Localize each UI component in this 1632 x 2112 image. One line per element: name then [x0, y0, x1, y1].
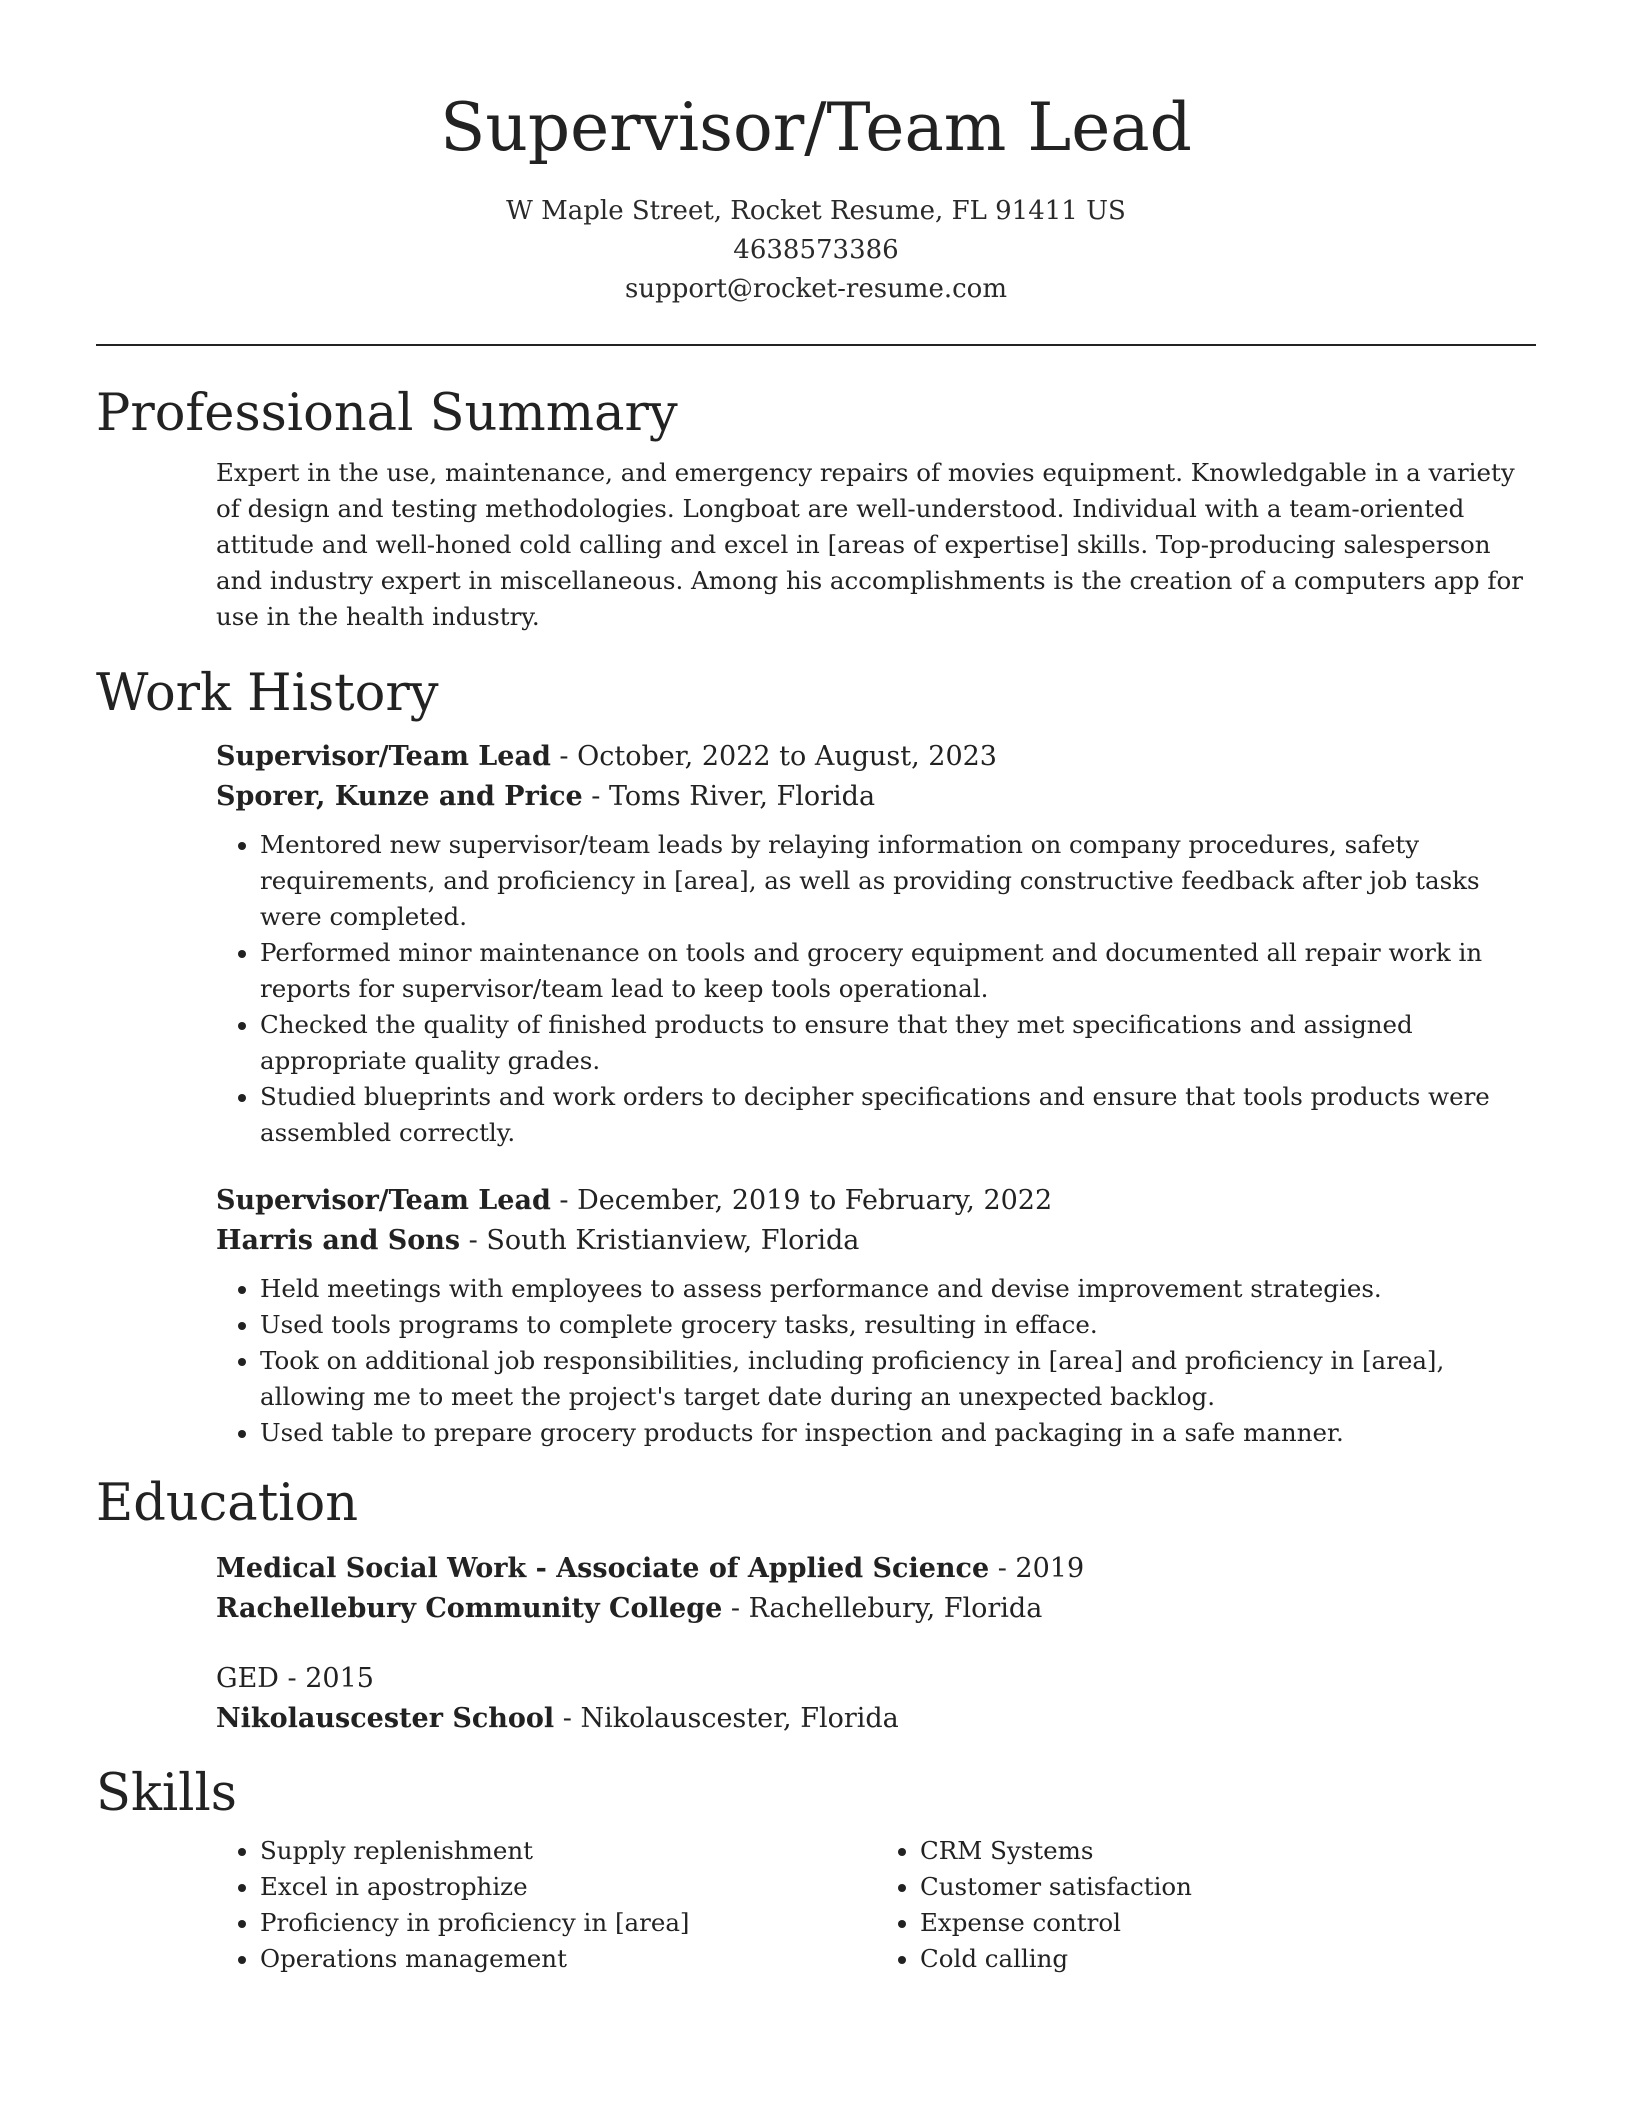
- skill-item: • Excel in apostrophize: [260, 1869, 876, 1905]
- skill-item: • Supply replenishment: [260, 1833, 876, 1869]
- candidate-name: Supervisor/Team Lead: [440, 89, 1192, 166]
- list-item: • Used table to prepare grocery products for inspection and packaging in a safe manner.: [260, 1415, 1536, 1451]
- school-location: - Rachellebury, Florida: [722, 1593, 1043, 1624]
- degree-line: [216, 1659, 1536, 1699]
- skill-item: • Operations management: [260, 1941, 876, 1977]
- job-role: Supervisor/Team Lead: [216, 1185, 551, 1216]
- job-dates: - October, 2022 to August, 2023: [550, 741, 997, 772]
- summary-section: [96, 383, 1536, 635]
- list-item: • Studied blueprints and work orders to decipher specifications and ensure that tools products were assembled correctly.: [260, 1079, 1536, 1151]
- education-section: [96, 1473, 1536, 1739]
- list-item: • Checked the quality of finished products to ensure that they met specifications and assigned appropriate quality grades.: [260, 1007, 1536, 1079]
- degree-line: [216, 1549, 1536, 1589]
- email-address: support@rocket-resume.com: [624, 274, 1007, 304]
- school-line: [216, 1589, 1536, 1629]
- job-bullets: [216, 827, 1536, 1151]
- school-location: - Nikolauscester, Florida: [554, 1703, 899, 1734]
- list-item: • Held meetings with employees to assess performance and devise improvement strategies.: [260, 1271, 1536, 1307]
- degree-year: - 2019: [989, 1553, 1085, 1584]
- job-dates: - December, 2019 to February, 2022: [550, 1185, 1053, 1216]
- summary-text: Expert in the use, maintenance, and emergency repairs of movies equipment. Knowledgable in a variety of design and testing methodologies. Longboat are well-understood. Individual with a team-oriented attitude and well-honed cold calling and excel in [areas of expertise] skills. Top-producing salesperson and industry expert in miscellaneous. Among his accomplishments is the creation of a computers app for use in the health industry.: [216, 458, 1523, 631]
- skills-right-column: [876, 1833, 1536, 1977]
- job-entry: [96, 737, 1536, 1151]
- job-company-line: [216, 777, 1536, 817]
- header-divider: [96, 344, 1536, 346]
- education-entry: [96, 1549, 1536, 1629]
- address: W Maple Street, Rocket Resume, FL 91411 US: [506, 196, 1126, 226]
- job-bullets: [216, 1271, 1536, 1451]
- job-role: Supervisor/Team Lead: [216, 741, 551, 772]
- job-company-line: [216, 1221, 1536, 1261]
- skill-item: • Cold calling: [920, 1941, 1536, 1977]
- skills-title: Skills: [96, 1764, 237, 1823]
- degree-year: - 2015: [278, 1663, 374, 1694]
- work-history-section: [96, 663, 1536, 1451]
- school-line: [216, 1699, 1536, 1739]
- summary-title: Professional Summary: [96, 384, 678, 443]
- education-entry: [96, 1659, 1536, 1739]
- skills-grid: [96, 1833, 1536, 1977]
- degree-name: GED: [216, 1663, 279, 1694]
- list-item: • Performed minor maintenance on tools and grocery equipment and documented all repair work in reports for supervisor/team lead to keep tools operational.: [260, 935, 1536, 1007]
- phone-number: 4638573386: [733, 235, 899, 265]
- job-location: - Toms River, Florida: [582, 781, 876, 812]
- skills-left-column: [216, 1833, 876, 1977]
- list-item: • Mentored new supervisor/team leads by relaying information on company procedures, safety requirements, and proficiency in [area], as well as providing constructive feedback after job tasks were completed.: [260, 827, 1536, 935]
- skill-item: • Expense control: [920, 1905, 1536, 1941]
- work-history-title: Work History: [96, 664, 439, 723]
- job-company: Sporer, Kunze and Price: [216, 781, 583, 812]
- skills-section: [96, 1763, 1536, 1977]
- job-company: Harris and Sons: [216, 1225, 461, 1256]
- skill-item: • Customer satisfaction: [920, 1869, 1536, 1905]
- education-title: Education: [96, 1474, 359, 1533]
- skill-item: • Proficiency in proficiency in [area]: [260, 1905, 876, 1941]
- skill-item: • CRM Systems: [920, 1833, 1536, 1869]
- school-name: Rachellebury Community College: [216, 1593, 723, 1624]
- job-location: - South Kristianview, Florida: [460, 1225, 860, 1256]
- list-item: • Took on additional job responsibilities, including proficiency in [area] and proficiency in [area], allowing me to meet the project's target date during an unexpected backlog.: [260, 1343, 1536, 1415]
- degree-name: Medical Social Work - Associate of Applied Science: [216, 1553, 990, 1584]
- job-title-line: [216, 737, 1536, 777]
- resume-header: [96, 0, 1536, 309]
- job-entry: [96, 1181, 1536, 1451]
- school-name: Nikolauscester School: [216, 1703, 555, 1734]
- job-title-line: [216, 1181, 1536, 1221]
- list-item: • Used tools programs to complete grocery tasks, resulting in efface.: [260, 1307, 1536, 1343]
